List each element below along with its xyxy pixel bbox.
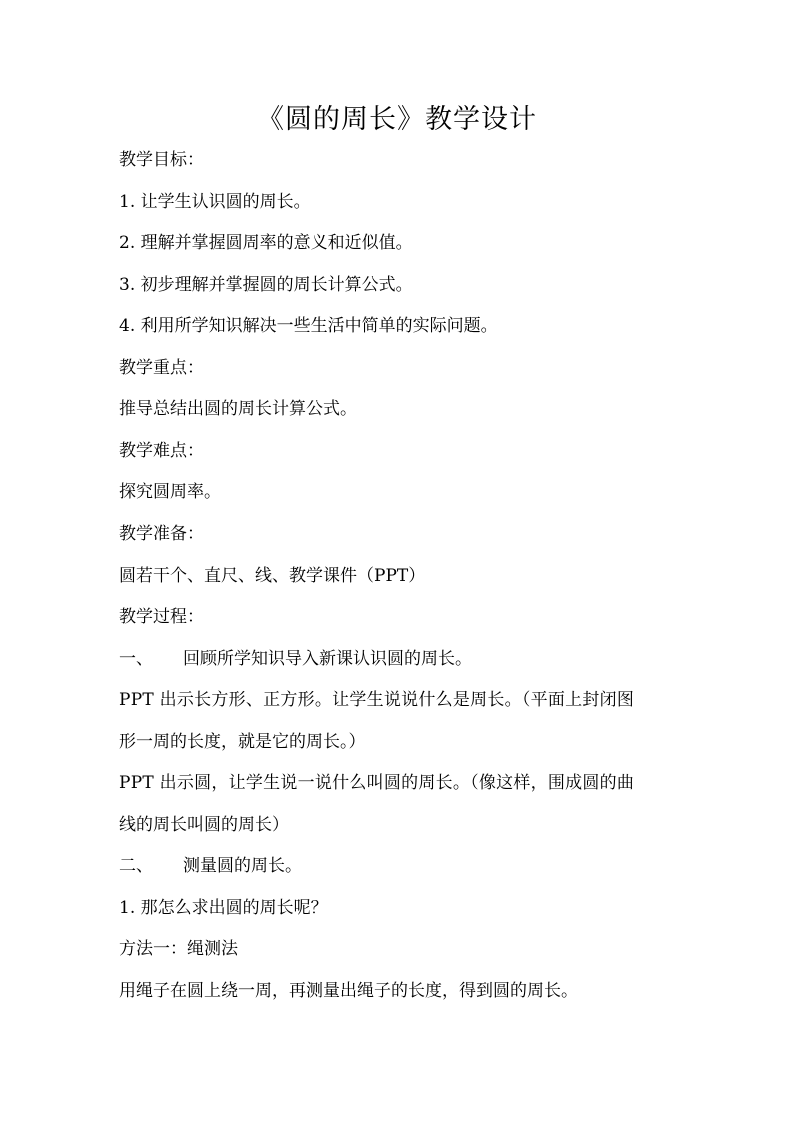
para-1-line-1: PPT 出示长方形、正方形。让学生说说什么是周长。（平面上封闭图 bbox=[119, 690, 635, 710]
question-text: 1. 那怎么求出圆的周长呢？ bbox=[119, 898, 328, 918]
preparation-heading: 教学准备： bbox=[119, 524, 204, 544]
objective-item-2: 2. 理解并掌握圆周率的意义和近似值。 bbox=[119, 233, 413, 253]
objective-item-3: 3. 初步理解并掌握圆的周长计算公式。 bbox=[119, 275, 413, 295]
section-1-number: 一、 bbox=[119, 649, 153, 669]
method-1-heading: 方法一：绳测法 bbox=[119, 939, 238, 959]
para-2-line-2: 线的周长叫圆的周长） bbox=[119, 815, 289, 835]
method-1-text: 用绳子在圆上绕一周，再测量出绳子的长度，得到圆的周长。 bbox=[119, 981, 578, 1001]
section-2-title: 测量圆的周长。 bbox=[183, 856, 302, 876]
para-2-line-1: PPT 出示圆，让学生说一说什么叫圆的周长。（像这样，围成圆的曲 bbox=[119, 773, 635, 793]
section-2-number: 二、 bbox=[119, 856, 153, 876]
key-points-heading: 教学重点： bbox=[119, 358, 204, 378]
process-heading: 教学过程： bbox=[119, 607, 204, 627]
objective-item-4: 4. 利用所学知识解决一些生活中简单的实际问题。 bbox=[119, 316, 498, 336]
section-1-title: 回顾所学知识导入新课认识圆的周长。 bbox=[183, 649, 472, 669]
difficulties-heading: 教学难点： bbox=[119, 441, 204, 461]
objective-item-1: 1. 让学生认识圆的周长。 bbox=[119, 192, 311, 212]
document-title: 《圆的周长》教学设计 bbox=[257, 104, 537, 135]
preparation-text: 圆若干个、直尺、线、教学课件（PPT） bbox=[119, 566, 426, 586]
objectives-heading: 教学目标： bbox=[119, 150, 204, 170]
section-1-heading bbox=[119, 646, 472, 672]
difficulties-text: 探究圆周率。 bbox=[119, 482, 221, 502]
key-points-text: 推导总结出圆的周长计算公式。 bbox=[119, 399, 357, 419]
section-2-heading bbox=[119, 853, 302, 879]
para-1-line-2: 形一周的长度，就是它的周长。） bbox=[119, 732, 366, 752]
